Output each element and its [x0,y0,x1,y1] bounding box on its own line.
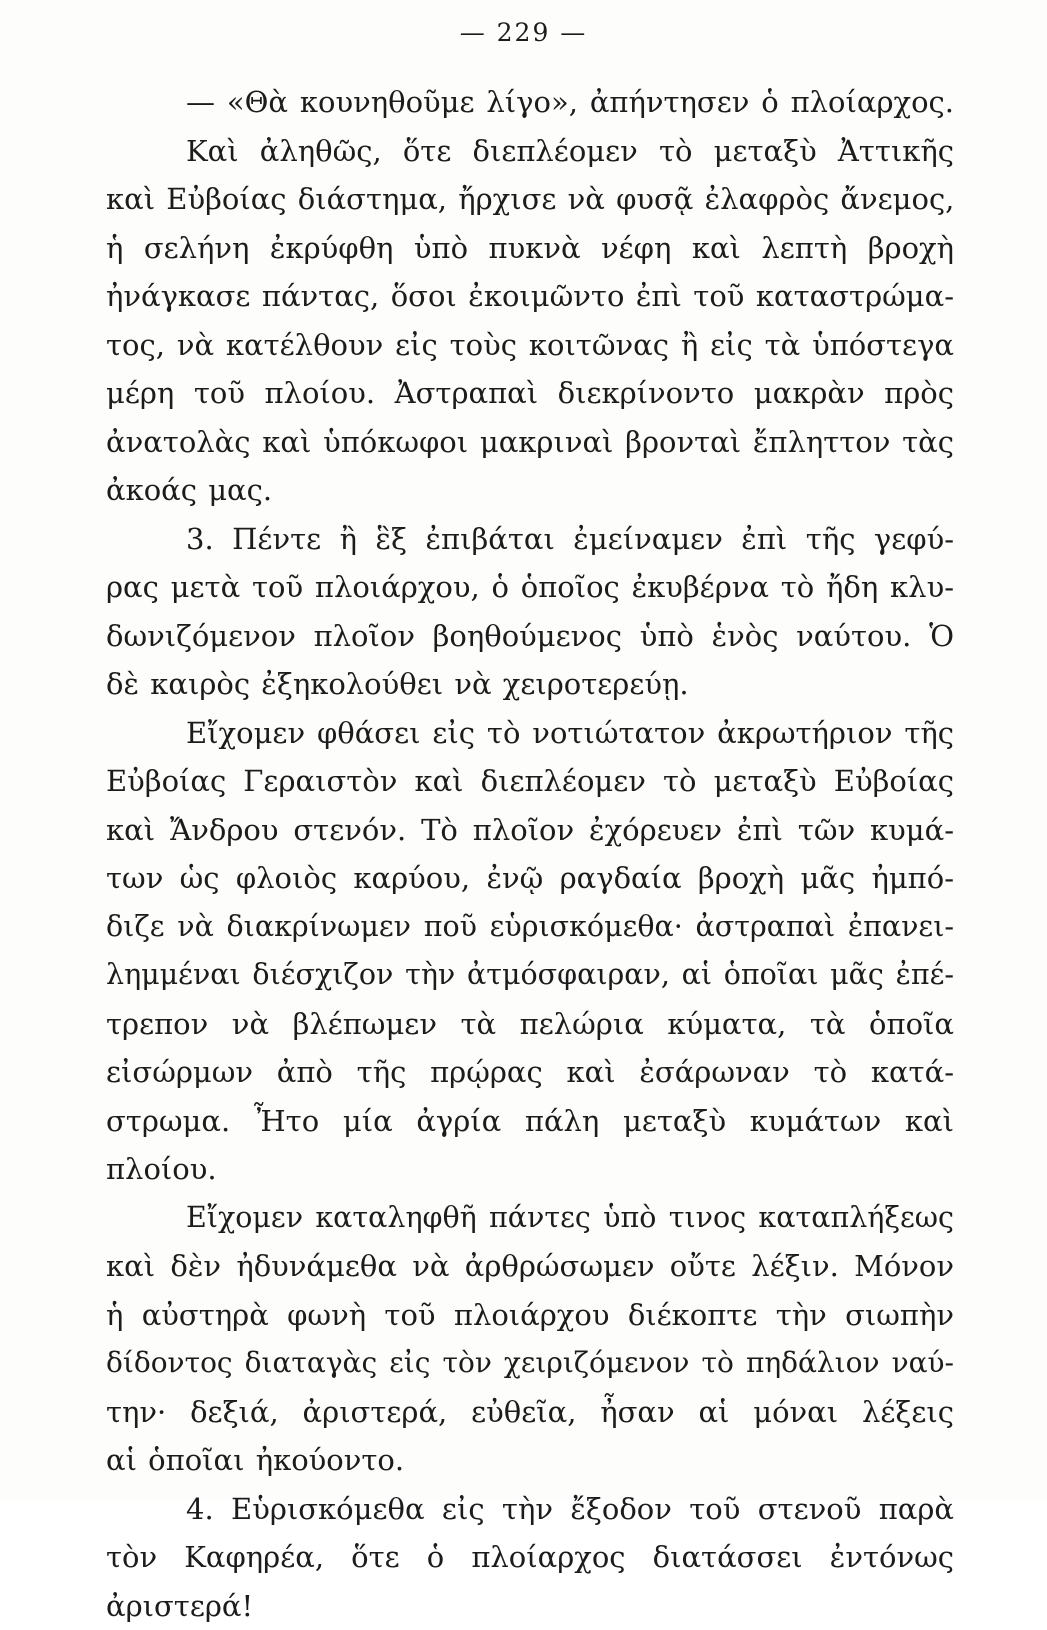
text-line: των ὡς φλοιὸς καρύου, ἐνῷ ραγδαία βροχὴ μᾶς ἠμπό- [106,854,954,903]
text-line: Εἴχομεν καταληφθῆ πάντες ὑπὸ τινος καταπλήξεως [106,1194,954,1243]
text-line: τρεπον νὰ βλέπωμεν τὰ πελώρια κύματα, τὰ ὁποῖα [106,1000,954,1049]
body-text [106,78,954,1630]
text-line: ἀκοάς μας. [106,466,954,515]
text-line: την· δεξιά, ἀριστερά, εὐθεῖα, ἦσαν αἱ μόναι λέξεις [106,1388,954,1437]
page-number: — 229 — [0,18,1047,47]
text-line: δίδοντος διαταγὰς εἰς τὸν χειριζόμενον τὸ πηδάλιον ναύ- [106,1339,954,1388]
text-line: Καὶ ἀληθῶς, ὅτε διεπλέομεν τὸ μεταξὺ Ἀττικῆς [106,127,954,176]
text-line: δωνιζόμενον πλοῖον βοηθούμενος ὑπὸ ἑνὸς ναύτου. Ὁ [106,612,954,661]
text-line: 4. Εὑρισκόμεθα εἰς τὴν ἔξοδον τοῦ στενοῦ παρὰ [106,1485,954,1534]
text-line: καὶ δὲν ἠδυνάμεθα νὰ ἀρθρώσωμεν οὔτε λέξιν. Μόνον [106,1242,954,1291]
text-line: διζε νὰ διακρίνωμεν ποῦ εὑρισκόμεθα· ἀστραπαὶ ἐπανει- [106,903,954,952]
text-line: ἡ αὐστηρὰ φωνὴ τοῦ πλοιάρχου διέκοπτε τὴν σιωπὴν [106,1291,954,1340]
text-line: τος, νὰ κατέλθουν εἰς τοὺς κοιτῶνας ἢ εἰς τὰ ὑπόστεγα [106,321,954,370]
text-line: ἀνατολὰς καὶ ὑπόκωφοι μακριναὶ βρονταὶ ἔπληττον τὰς [106,418,954,467]
text-line: ἀριστερά! [106,1582,954,1630]
text-line: εἰσώρμων ἀπὸ τῆς πρῴρας καὶ ἐσάρωναν τὸ κατά- [106,1048,954,1097]
text-line: λημμέναι διέσχιζον τὴν ἀτμόσφαιραν, αἱ ὁποῖαι μᾶς ἐπέ- [106,951,954,1000]
text-line: Εὐβοίας Γεραιστὸν καὶ διεπλέομεν τὸ μεταξὺ Εὐβοίας [106,757,954,806]
text-line: καὶ Ἄνδρου στενόν. Τὸ πλοῖον ἐχόρευεν ἐπὶ τῶν κυμά- [106,806,954,855]
text-line: μέρη τοῦ πλοίου. Ἀστραπαὶ διεκρίνοντο μακρὰν πρὸς [106,369,954,418]
text-line: 3. Πέντε ἢ ἓξ ἐπιβάται ἐμείναμεν ἐπὶ τῆς γεφύ- [106,515,954,564]
text-line: τὸν Καφηρέα, ὅτε ὁ πλοίαρχος διατάσσει ἐντόνως [106,1533,954,1582]
text-line: ρας μετὰ τοῦ πλοιάρχου, ὁ ὁποῖος ἐκυβέρνα τὸ ἤδη κλυ- [106,563,954,612]
text-line: — «Θὰ κουνηθοῦμε λίγο», ἀπήντησεν ὁ πλοίαρχος. [106,78,954,127]
text-line: πλοίου. [106,1145,954,1194]
text-line: δὲ καιρὸς ἐξηκολούθει νὰ χειροτερεύῃ. [106,660,954,709]
text-line: στρωμα. Ἦτο μία ἀγρία πάλη μεταξὺ κυμάτων καὶ [106,1097,954,1146]
text-line: Εἴχομεν φθάσει εἰς τὸ νοτιώτατον ἀκρωτήριον τῆς [106,709,954,758]
text-line: ἡ σελήνη ἐκρύφθη ὑπὸ πυκνὰ νέφη καὶ λεπτὴ βροχὴ [106,224,954,273]
text-line: καὶ Εὐβοίας διάστημα, ἤρχισε νὰ φυσᾷ ἐλαφρὸς ἄνεμος, [106,175,954,224]
text-line: ἠνάγκασε πάντας, ὅσοι ἐκοιμῶντο ἐπὶ τοῦ καταστρώμα- [106,272,954,321]
text-line: αἱ ὁποῖαι ἠκούοντο. [106,1436,954,1485]
